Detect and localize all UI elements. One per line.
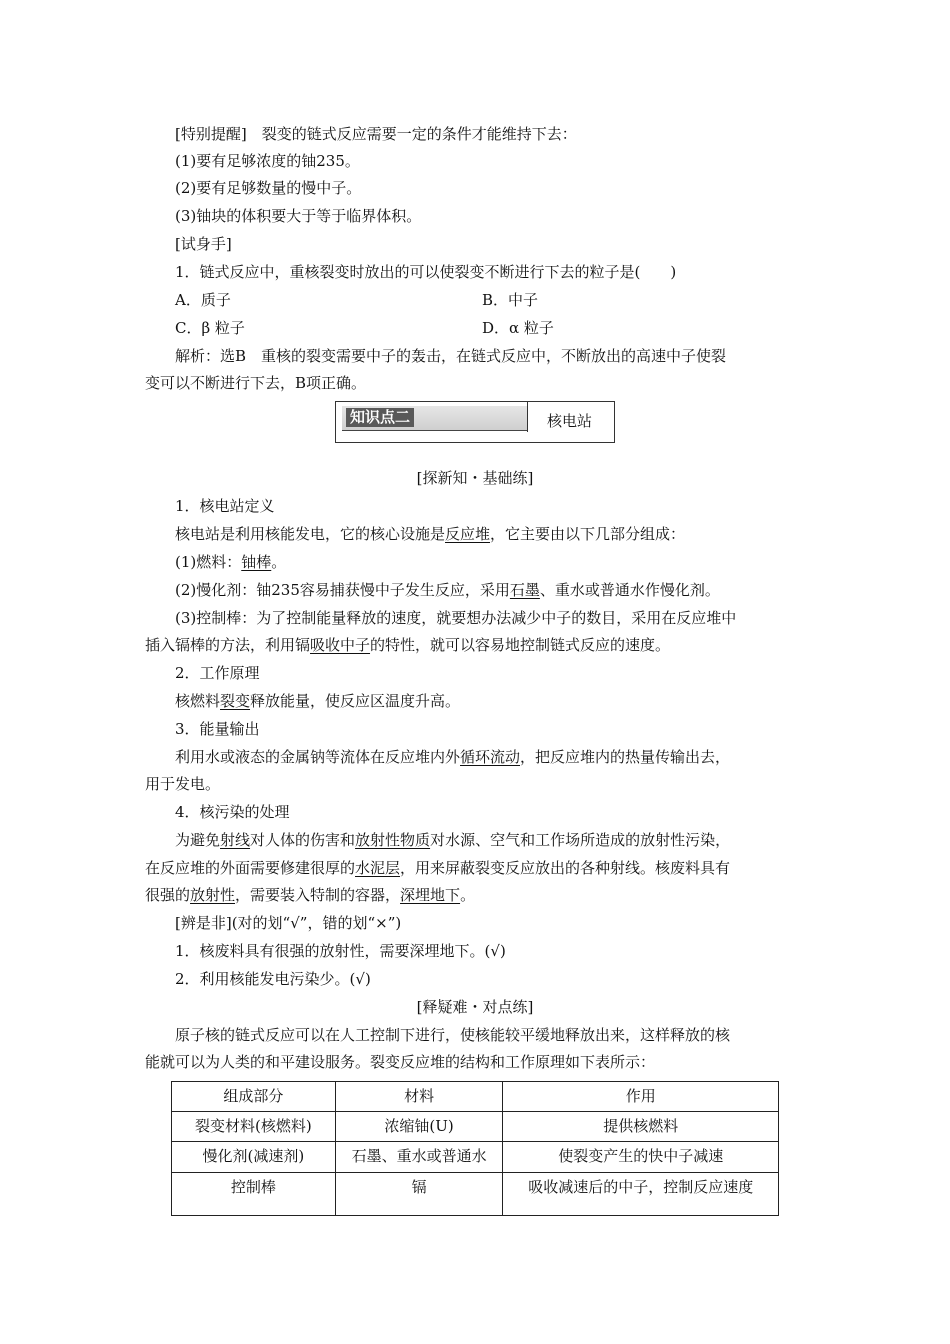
key-term: 石墨	[509, 581, 540, 599]
key-term: 铀棒	[241, 553, 272, 571]
table-cell: 石墨、重水或普通水	[335, 1142, 503, 1173]
table-header: 作用	[503, 1082, 779, 1112]
table-cell: 使裂变产生的快中子减速	[503, 1142, 779, 1173]
table-header-row	[172, 1082, 779, 1112]
table-cell: 裂变材料(核燃料)	[172, 1112, 336, 1142]
try-heading: [试身手]	[175, 235, 232, 253]
analysis-line: 解析：选B 重核的裂变需要中子的轰击，在链式反应中，不断放出的高速中子使裂	[175, 347, 727, 365]
key-term: 吸收中子	[310, 636, 371, 654]
tip-item: (2)要有足够数量的慢中子。	[175, 179, 362, 197]
subsection-title: 2．工作原理	[175, 664, 260, 682]
paragraph: (3)控制棒：为了控制能量释放的速度，就要想办法减少中子的数目，采用在反应堆中	[175, 609, 737, 627]
paragraph: 在反应堆的外面需要修建很厚的水泥层，用来屏蔽裂变反应放出的各种射线。核废料具有	[145, 859, 731, 877]
paragraph: (2)慢化剂：铀235容易捕获慢中子发生反应，采用石墨、重水或普通水作慢化剂。	[175, 581, 720, 599]
key-term: 裂变	[220, 692, 251, 710]
question-text: 1．链式反应中，重核裂变时放出的可以使裂变不断进行下去的粒子是( )	[175, 263, 677, 281]
paragraph: 原子核的链式反应可以在人工控制下进行，使核能较平缓地释放出来，这样释放的核	[175, 1026, 731, 1044]
table-header: 组成部分	[172, 1082, 336, 1112]
option-a: A．质子	[175, 291, 231, 309]
option-d: D．α 粒子	[482, 319, 554, 337]
paragraph: 为避免射线对人体的伤害和放射性物质对水源、空气和工作场所造成的放射性污染，	[175, 831, 731, 849]
table-row	[172, 1112, 779, 1142]
key-term: 循环流动	[460, 748, 521, 766]
key-term: 深埋地下	[400, 886, 461, 904]
key-term: 水泥层	[355, 859, 401, 877]
tip-item: (3)铀块的体积要大于等于临界体积。	[175, 207, 422, 225]
table-cell: 慢化剂(减速剂)	[172, 1142, 336, 1173]
judge-item: 2．利用核能发电污染少。(√)	[175, 970, 371, 988]
knowledge-point-box	[335, 401, 615, 443]
paragraph: 核电站是利用核能发电，它的核心设施是反应堆，它主要由以下几部分组成：	[175, 525, 686, 543]
table-row	[172, 1142, 779, 1173]
subsection-title: 3．能量输出	[175, 720, 260, 738]
table-row	[172, 1173, 779, 1216]
key-term: 放射性物质	[355, 831, 431, 849]
table-header: 材料	[335, 1082, 503, 1112]
table-cell: 浓缩铀(U)	[335, 1112, 503, 1142]
paragraph: 插入镉棒的方法，利用镉吸收中子的特性，就可以容易地控制链式反应的速度。	[145, 636, 671, 654]
knowledge-point-label: 知识点二	[346, 408, 414, 427]
option-b: B．中子	[482, 291, 539, 309]
knowledge-point-title: 核电站	[547, 412, 593, 430]
paragraph: (1)燃料：铀棒。	[175, 553, 287, 571]
table-cell: 吸收减速后的中子，控制反应速度	[503, 1173, 779, 1216]
table-cell: 镉	[335, 1173, 503, 1216]
paragraph: 利用水或液态的金属钠等流体在反应堆内外循环流动，把反应堆内的热量传输出去，	[175, 748, 731, 766]
paragraph: 能就可以为人类的和平建设服务。裂变反应堆的结构和工作原理如下表所示：	[145, 1053, 656, 1071]
paragraph: 核燃料裂变释放能量，使反应区温度升高。	[175, 692, 461, 710]
key-term: 射线	[220, 831, 251, 849]
key-term: 放射性	[190, 886, 236, 904]
key-term: 反应堆	[445, 525, 491, 543]
subsection-title: 1．核电站定义	[175, 497, 275, 515]
divider	[527, 402, 528, 432]
knowledge-point-tag	[342, 406, 527, 431]
paragraph: 用于发电。	[145, 775, 221, 793]
table-cell: 提供核燃料	[503, 1112, 779, 1142]
judge-item: 1．核废料具有很强的放射性，需要深埋地下。(√)	[175, 942, 506, 960]
reactor-table	[171, 1081, 779, 1216]
analysis-line: 变可以不断进行下去，B项正确。	[145, 374, 367, 392]
table-cell: 控制棒	[172, 1173, 336, 1216]
paragraph: 很强的放射性，需要装入特制的容器，深埋地下。	[145, 886, 476, 904]
judge-heading: [辨是非](对的划“√”，错的划“×”)	[175, 914, 402, 932]
subsection-title: 4．核污染的处理	[175, 803, 290, 821]
section-heading: [释疑难・对点练]	[416, 998, 534, 1016]
tip-item: (1)要有足够浓度的铀235。	[175, 152, 360, 170]
section-heading: [探新知・基础练]	[416, 469, 534, 487]
option-c: C．β 粒子	[175, 319, 245, 337]
tip-heading: [特别提醒] 裂变的链式反应需要一定的条件才能维持下去：	[175, 125, 577, 143]
